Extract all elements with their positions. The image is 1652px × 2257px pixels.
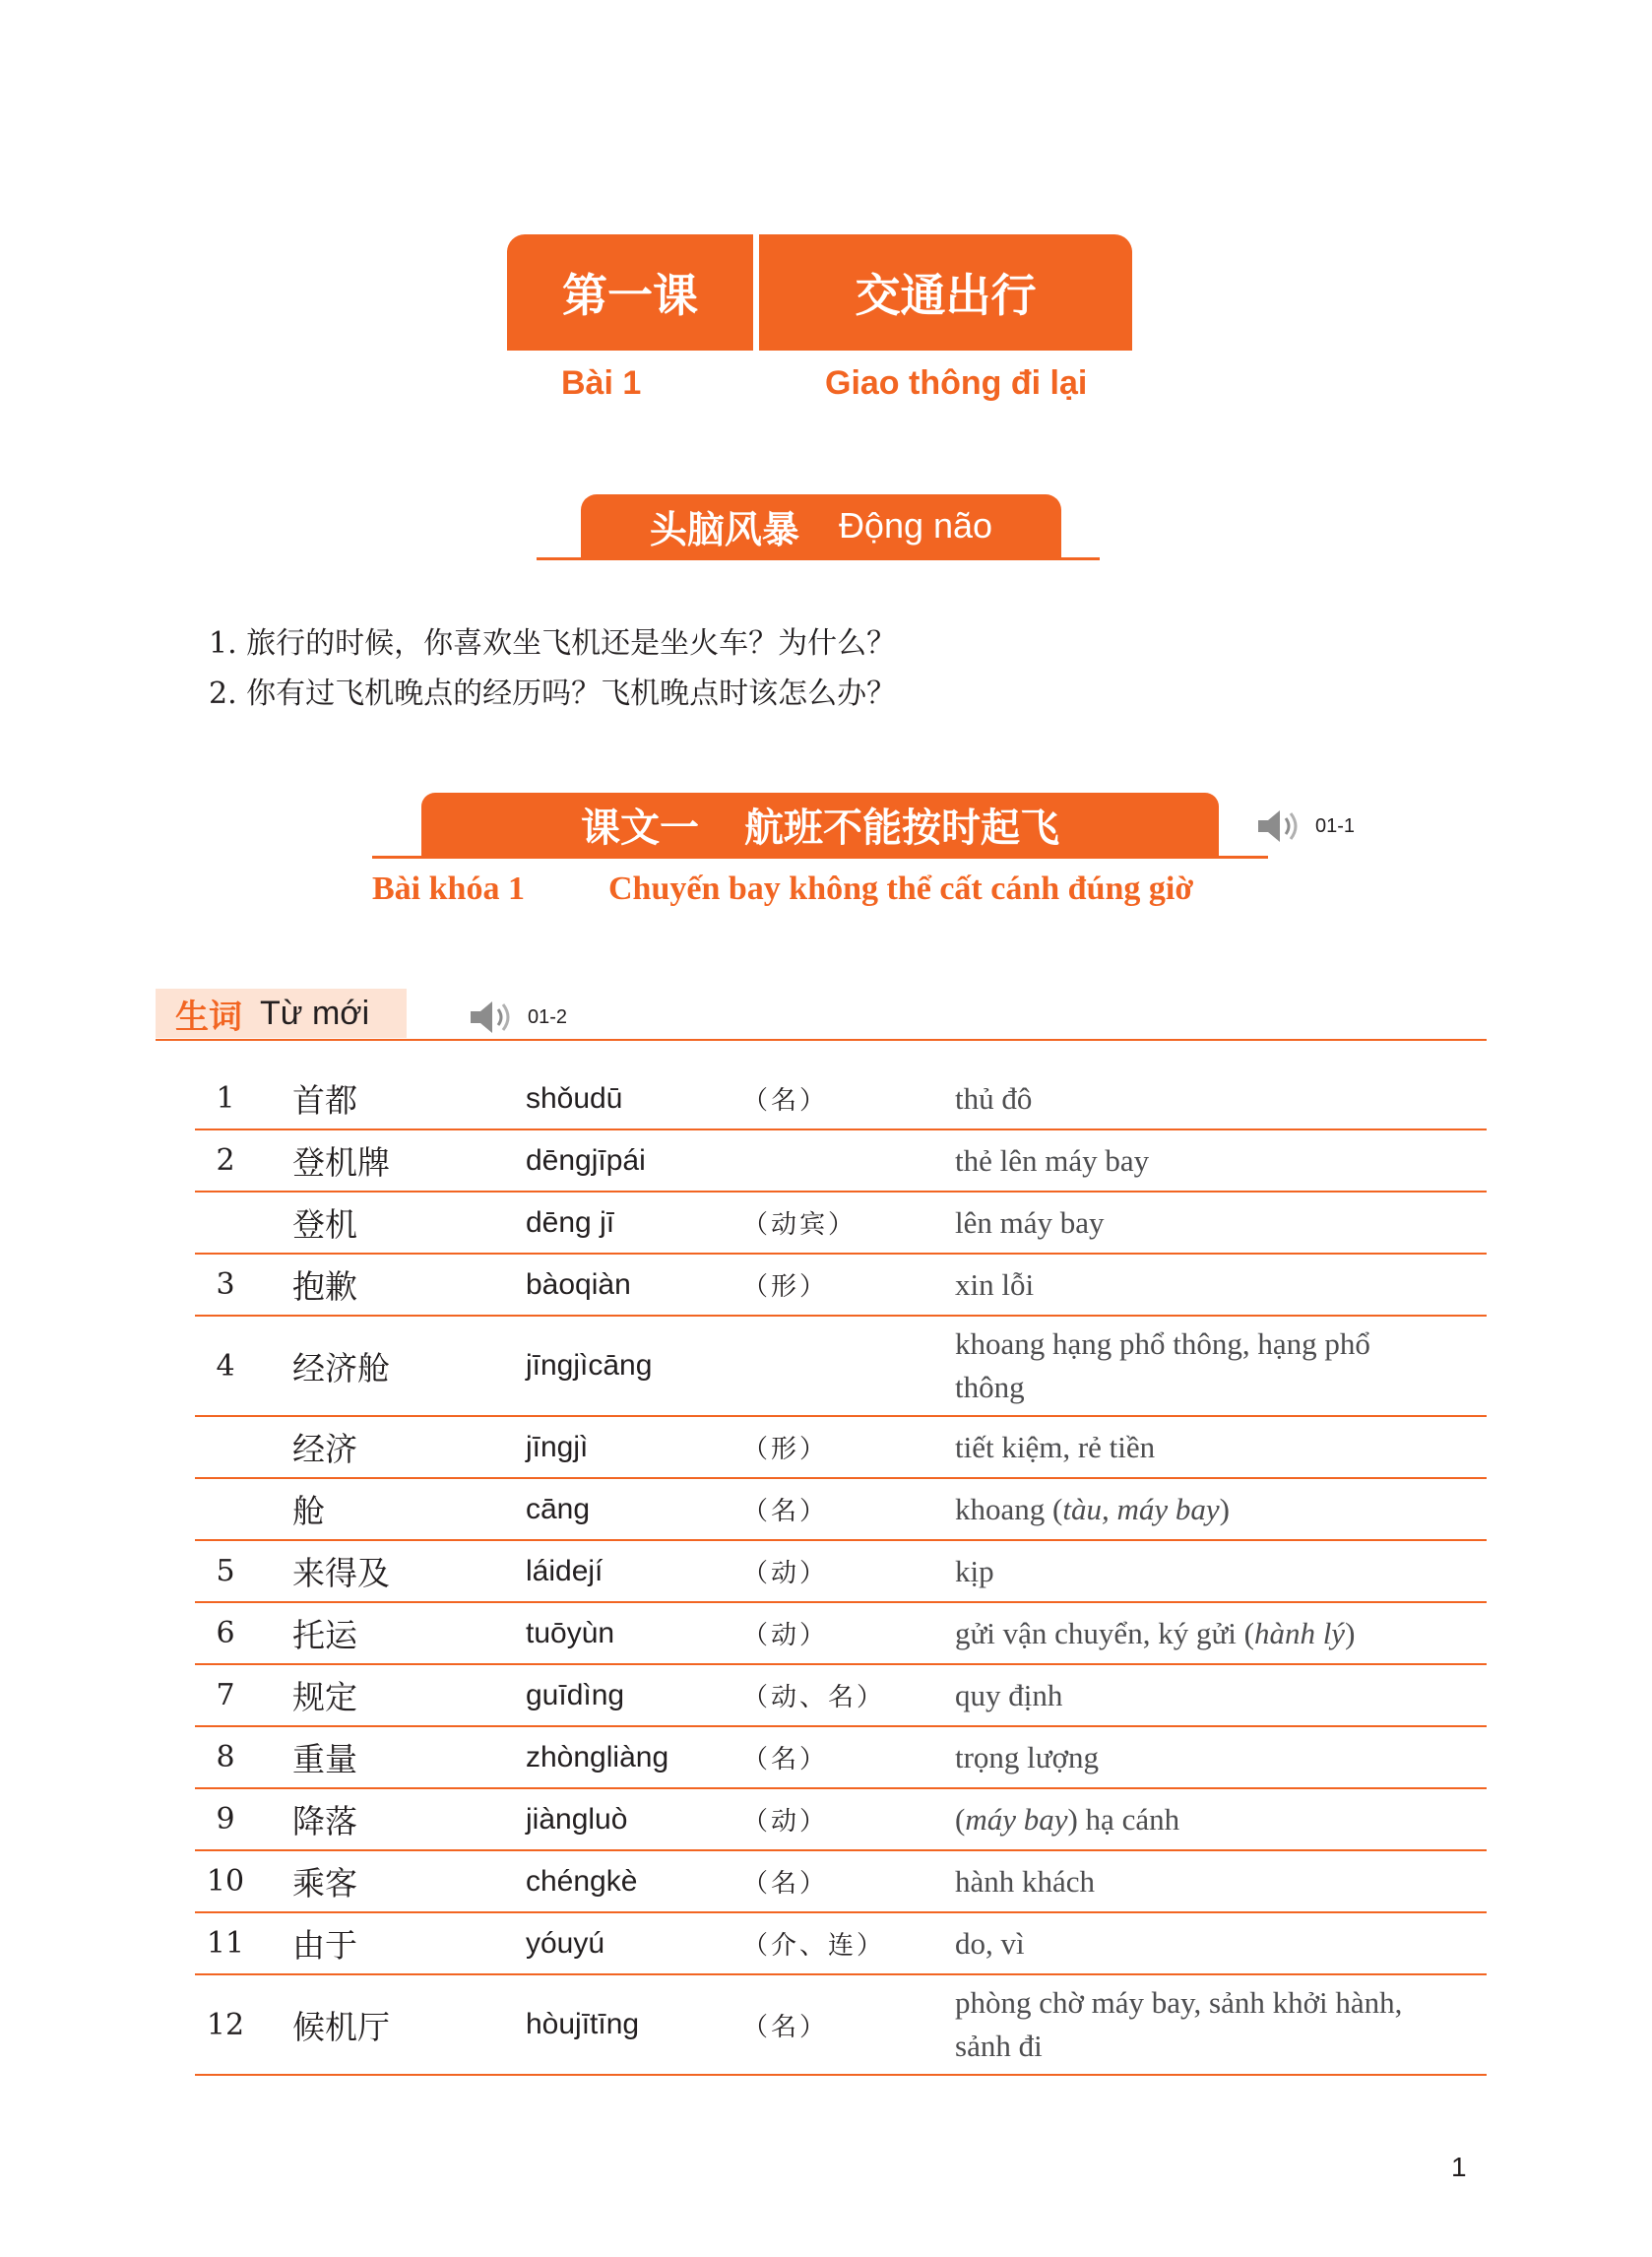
row-pinyin: tuōyùn	[526, 1602, 742, 1664]
row-pos: （介、连）	[742, 1912, 955, 1974]
row-hanzi: 候机厅	[256, 1974, 526, 2075]
audio-track-label: 01-1	[1315, 814, 1356, 837]
row-pinyin: láidejí	[526, 1540, 742, 1602]
row-pos	[742, 1129, 955, 1192]
lesson-number-cn: 第一课	[507, 234, 753, 351]
row-meaning: lên máy bay	[955, 1192, 1487, 1254]
vocab-label-vi: Từ mới	[260, 994, 370, 1032]
lesson-title-cn: 交通出行	[759, 234, 1132, 351]
row-pinyin: jiàngluò	[526, 1788, 742, 1850]
row-meaning: kịp	[955, 1540, 1487, 1602]
row-meaning: thủ đô	[955, 1068, 1487, 1129]
table-row	[195, 1478, 1487, 1540]
row-pos: （动）	[742, 1788, 955, 1850]
table-row	[195, 1974, 1487, 2075]
table-row	[195, 1316, 1487, 1416]
text1-divider	[372, 856, 1268, 859]
speaker-icon[interactable]	[469, 999, 516, 1036]
row-pos: （名）	[742, 1850, 955, 1912]
text1-audio[interactable]	[1256, 807, 1355, 845]
vocab-audio[interactable]	[469, 999, 567, 1036]
row-meaning: quy định	[955, 1664, 1487, 1726]
row-number: 10	[195, 1850, 256, 1912]
row-meaning: xin lỗi	[955, 1254, 1487, 1316]
table-row	[195, 1416, 1487, 1478]
row-pos: （名）	[742, 1068, 955, 1129]
row-pos: （形）	[742, 1416, 955, 1478]
text1-title-vi: Chuyến bay không thể cất cánh đúng giờ	[608, 871, 1194, 907]
row-pinyin: yóuyú	[526, 1912, 742, 1974]
speaker-icon[interactable]	[1256, 807, 1303, 845]
row-meaning: (máy bay) hạ cánh	[955, 1788, 1487, 1850]
row-number	[195, 1416, 256, 1478]
table-row	[195, 1540, 1487, 1602]
row-hanzi: 登机牌	[256, 1129, 526, 1192]
row-hanzi: 托运	[256, 1602, 526, 1664]
row-pos: （动、名）	[742, 1664, 955, 1726]
brainstorm-question: 1. 旅行的时候，你喜欢坐飞机还是坐火车？为什么？	[209, 626, 897, 661]
table-row	[195, 1068, 1487, 1129]
row-number	[195, 1478, 256, 1540]
row-meaning: khoang hạng phổ thông, hạng phổ thông	[955, 1316, 1487, 1416]
row-hanzi: 经济舱	[256, 1316, 526, 1416]
row-number: 8	[195, 1726, 256, 1788]
row-meaning: hành khách	[955, 1850, 1487, 1912]
vocab-label-cn: 生词	[175, 997, 242, 1037]
row-hanzi: 降落	[256, 1788, 526, 1850]
table-row	[195, 1664, 1487, 1726]
row-meaning: trọng lượng	[955, 1726, 1487, 1788]
brainstorm-label-vi: Động não	[838, 505, 993, 546]
row-pos: （形）	[742, 1254, 955, 1316]
brainstorm-question: 2. 你有过飞机晚点的经历吗？飞机晚点时该怎么办？	[209, 677, 897, 711]
lesson-title-vi: Giao thông đi lại	[825, 364, 1088, 402]
row-number: 7	[195, 1664, 256, 1726]
row-meaning: khoang (tàu, máy bay)	[955, 1478, 1487, 1540]
lesson-header	[507, 234, 1132, 351]
row-hanzi: 首都	[256, 1068, 526, 1129]
table-row	[195, 1602, 1487, 1664]
page-number: 1	[1451, 2152, 1467, 2182]
row-number	[195, 1192, 256, 1254]
row-pinyin: dēngjīpái	[526, 1129, 742, 1192]
row-meaning: tiết kiệm, rẻ tiền	[955, 1416, 1487, 1478]
row-number: 1	[195, 1068, 256, 1129]
row-meaning: phòng chờ máy bay, sảnh khởi hành, sảnh đi	[955, 1974, 1487, 2075]
lesson-number-vi: Bài 1	[561, 364, 642, 402]
text1-label-cn: 课文一	[581, 805, 699, 851]
audio-track-label: 01-2	[528, 1005, 568, 1028]
table-row	[195, 1850, 1487, 1912]
row-number: 12	[195, 1974, 256, 2075]
vocab-table	[195, 1068, 1487, 2076]
row-pinyin: jīngjì	[526, 1416, 742, 1478]
row-hanzi: 乘客	[256, 1850, 526, 1912]
row-hanzi: 登机	[256, 1192, 526, 1254]
row-hanzi: 来得及	[256, 1540, 526, 1602]
table-row	[195, 1912, 1487, 1974]
vocab-header	[156, 989, 407, 1038]
table-row	[195, 1254, 1487, 1316]
row-pinyin: chéngkè	[526, 1850, 742, 1912]
row-pinyin: jīngjìcāng	[526, 1316, 742, 1416]
row-pinyin: dēng jī	[526, 1192, 742, 1254]
row-hanzi: 规定	[256, 1664, 526, 1726]
row-pos: （名）	[742, 1726, 955, 1788]
row-pos: （动）	[742, 1540, 955, 1602]
row-pinyin: guīdìng	[526, 1664, 742, 1726]
row-pinyin: hòujītīng	[526, 1974, 742, 2075]
row-number: 3	[195, 1254, 256, 1316]
row-number: 11	[195, 1912, 256, 1974]
row-number: 9	[195, 1788, 256, 1850]
text1-title-cn: 航班不能按时起飞	[744, 805, 1059, 851]
row-pinyin: bàoqiàn	[526, 1254, 742, 1316]
text1-header	[421, 793, 1219, 856]
row-pinyin: shǒudū	[526, 1068, 742, 1129]
table-row	[195, 1788, 1487, 1850]
row-meaning: thẻ lên máy bay	[955, 1129, 1487, 1192]
table-row	[195, 1726, 1487, 1788]
row-pos: （动宾）	[742, 1192, 955, 1254]
table-row	[195, 1129, 1487, 1192]
row-meaning: do, vì	[955, 1912, 1487, 1974]
row-pos: （名）	[742, 1478, 955, 1540]
text1-label-vi: Bài khóa 1	[372, 871, 525, 907]
row-pinyin: zhòngliàng	[526, 1726, 742, 1788]
row-hanzi: 重量	[256, 1726, 526, 1788]
brainstorm-header	[581, 494, 1061, 557]
brainstorm-divider	[537, 557, 1100, 560]
row-hanzi: 抱歉	[256, 1254, 526, 1316]
brainstorm-label-cn: 头脑风暴	[649, 507, 799, 551]
row-pos: （名）	[742, 1974, 955, 2075]
row-hanzi: 舱	[256, 1478, 526, 1540]
vocab-divider	[156, 1039, 1487, 1041]
row-number: 6	[195, 1602, 256, 1664]
table-row	[195, 1192, 1487, 1254]
row-pos	[742, 1316, 955, 1416]
row-meaning: gửi vận chuyển, ký gửi (hành lý)	[955, 1602, 1487, 1664]
row-pos: （动）	[742, 1602, 955, 1664]
row-pinyin: cāng	[526, 1478, 742, 1540]
row-number: 4	[195, 1316, 256, 1416]
row-number: 5	[195, 1540, 256, 1602]
row-number: 2	[195, 1129, 256, 1192]
row-hanzi: 经济	[256, 1416, 526, 1478]
row-hanzi: 由于	[256, 1912, 526, 1974]
